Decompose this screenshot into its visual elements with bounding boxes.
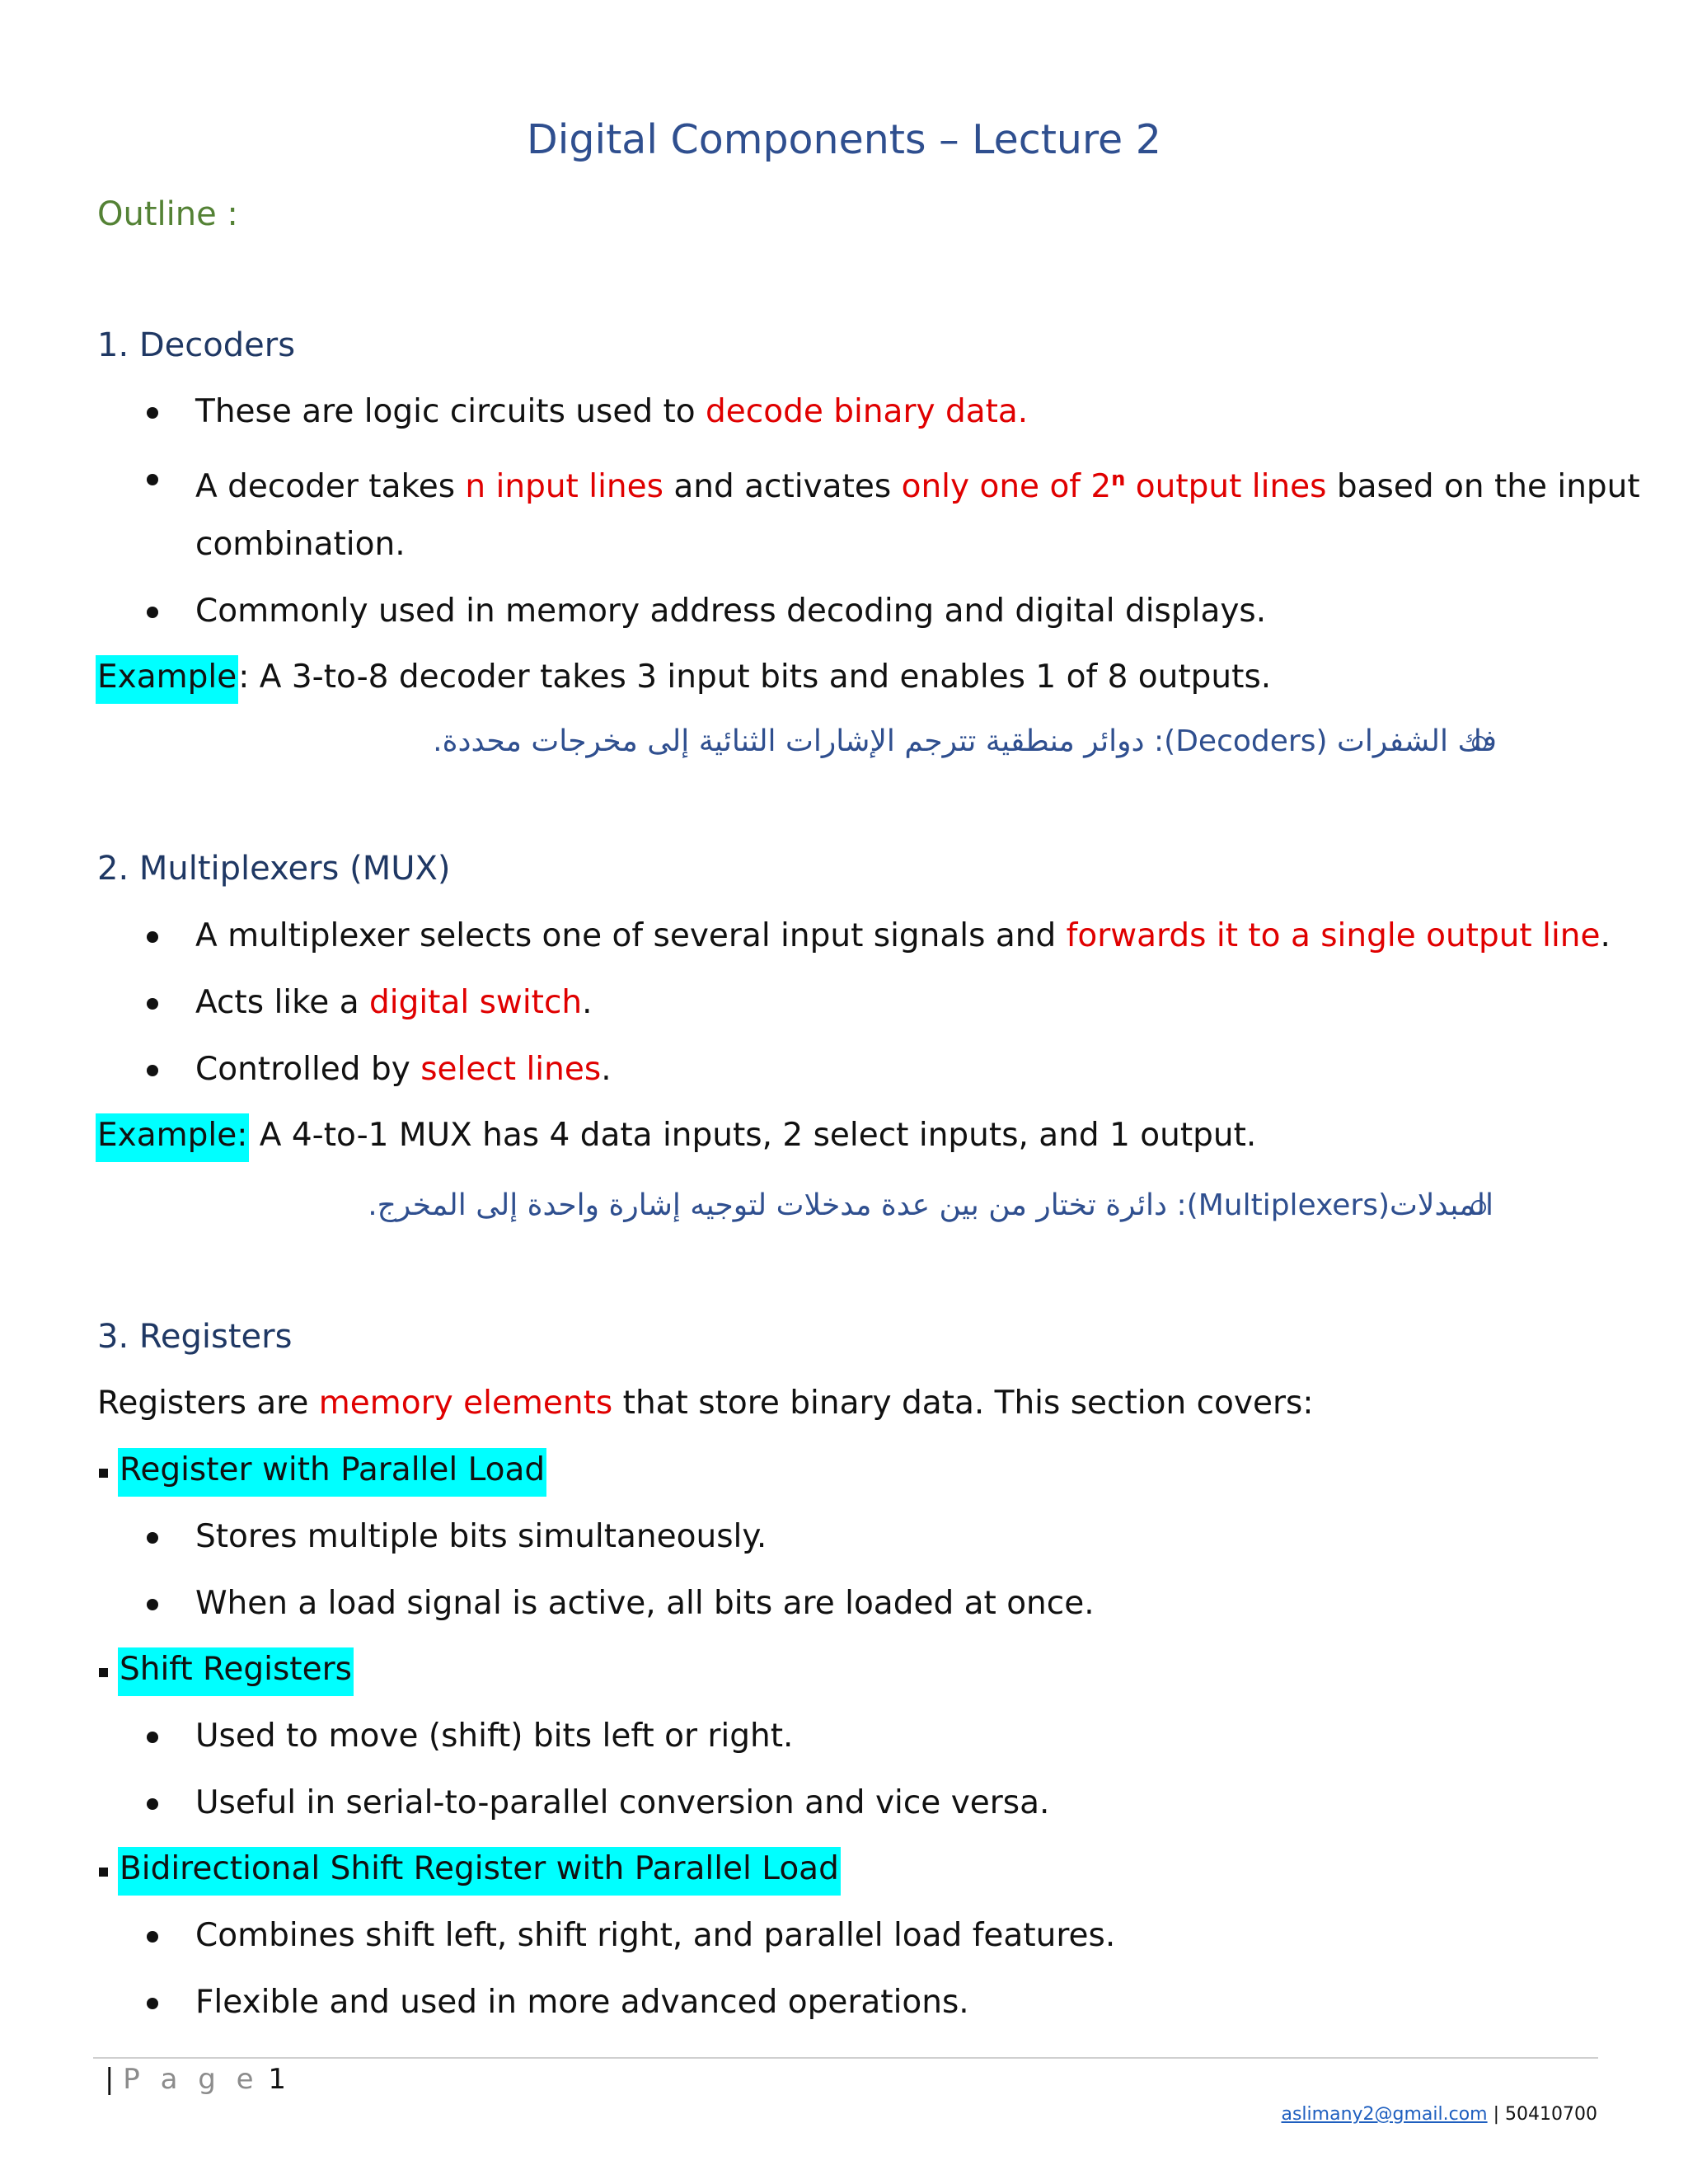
outline-label: Outline : [97, 195, 238, 233]
registers-intro-end: that store binary data. This section covers: [612, 1385, 1314, 1422]
page-bar: | [105, 2063, 115, 2096]
bullet-dot [147, 998, 158, 1010]
decoders-example-text: : A 3-to-8 decoder takes 3 input bits and enables 1 of 8 outputs. [238, 658, 1272, 696]
square-bullet-icon [99, 1469, 108, 1478]
decoders-bullet-2-continuation: combination. [195, 526, 406, 563]
register-parallel-load-bullet-1: Stores multiple bits simultaneously. [195, 1518, 767, 1555]
bullet-dot [147, 1732, 158, 1743]
mux-bullet-3-emphasis: select lines [420, 1051, 602, 1088]
bidirectional-shift-register-bullet-1: Combines shift left, shift right, and parallel load features. [195, 1917, 1116, 1954]
decoders-bullet-1 [195, 390, 1028, 434]
mux-bullet-3 [195, 1047, 612, 1092]
phone-number: 50410700 [1505, 2104, 1597, 2125]
bullet-dot [147, 474, 158, 485]
mux-example [96, 1113, 1256, 1158]
decoders-bullet-2-emphasis-2: only one of 2 [901, 468, 1112, 505]
contact-footer [1281, 2102, 1597, 2127]
bullet-dot [147, 1798, 158, 1810]
bidirectional-shift-register-bullet-2: Flexible and used in more advanced operations. [195, 1984, 969, 2021]
square-bullet-icon [99, 1668, 108, 1677]
decoders-example-label: Example [96, 655, 238, 704]
bullet-dot [147, 1998, 158, 2009]
mux-bullet-3-end: . [601, 1051, 612, 1088]
decoders-bullet-3: Commonly used in memory address decoding and digital displays. [195, 593, 1267, 630]
registers-intro-emphasis: memory elements [318, 1385, 613, 1422]
contact-separator: | [1487, 2104, 1506, 2125]
mux-bullet-2-end: . [582, 984, 593, 1021]
decoders-bullet-2-emphasis-1: n input lines [465, 468, 663, 505]
register-parallel-load-title: Register with Parallel Load [118, 1448, 546, 1497]
mux-bullet-3-text: Controlled by [195, 1051, 421, 1088]
decoders-bullet-2-superscript: n [1111, 467, 1126, 490]
decoders-example [96, 655, 1271, 700]
register-parallel-load-heading [118, 1448, 546, 1493]
decoders-bullet-2-text-mid: and activates [663, 468, 902, 505]
decoders-bullet-1-emphasis: decode binary data. [706, 393, 1029, 430]
mux-bullet-2-text: Acts like a [195, 984, 369, 1021]
register-parallel-load-bullet-2: When a load signal is active, all bits are loaded at once. [195, 1585, 1095, 1622]
bullet-dot [147, 1532, 158, 1544]
bidirectional-shift-register-title: Bidirectional Shift Register with Parallel Load [118, 1847, 841, 1896]
shift-registers-heading [118, 1647, 354, 1692]
decoders-bullet-2 [195, 457, 1640, 509]
mux-bullet-1-text: A multiplexer selects one of several input signals and [195, 917, 1067, 954]
shift-registers-title: Shift Registers [118, 1647, 354, 1696]
footer-divider [93, 2057, 1598, 2059]
mux-arabic-note: المبدلات(Multiplexers): دائرة تختار من بين عدة مدخلات لتوجيه إشارة واحدة إلى المخرج. [368, 1188, 1493, 1222]
bullet-dot [147, 607, 158, 618]
section-heading-registers: 3. Registers [97, 1318, 293, 1356]
square-bullet-icon [99, 1868, 108, 1877]
decoders-bullet-2-emphasis-3: output lines [1125, 468, 1327, 505]
decoders-bullet-1-text: These are logic circuits used to [195, 393, 706, 430]
document-title: Digital Components – Lecture 2 [527, 116, 1161, 163]
page-label: P a g e [123, 2063, 260, 2096]
shift-registers-bullet-1: Used to move (shift) bits left or right. [195, 1718, 794, 1755]
decoders-bullet-2-text-end: based on the input [1326, 468, 1640, 505]
page-number: 1 [268, 2063, 286, 2096]
mux-bullet-1 [195, 914, 1611, 958]
mux-example-label: Example: [96, 1113, 249, 1162]
bullet-dot [147, 1931, 158, 1943]
mux-bullet-2-emphasis: digital switch [369, 984, 583, 1021]
section-heading-mux: 2. Multiplexers (MUX) [97, 850, 451, 888]
registers-intro [97, 1381, 1313, 1426]
bullet-dot [147, 407, 158, 419]
registers-intro-text: Registers are [97, 1385, 319, 1422]
bullet-dot [147, 931, 158, 943]
shift-registers-bullet-2: Useful in serial-to-parallel conversion and vice versa. [195, 1784, 1050, 1821]
mux-bullet-2 [195, 981, 593, 1025]
bullet-dot [147, 1599, 158, 1610]
decoders-bullet-2-text: A decoder takes [195, 468, 466, 505]
mux-bullet-1-emphasis: forwards it to a single output line [1066, 917, 1601, 954]
page-number-footer [105, 2059, 286, 2100]
email-link[interactable]: aslimany2@gmail.com [1281, 2104, 1488, 2125]
decoders-arabic-note: فك الشفرات (Decoders): دوائر منطقية تترجم الإشارات الثنائية إلى مخرجات محددة. [433, 724, 1497, 758]
bullet-dot [147, 1065, 158, 1076]
mux-bullet-1-end: . [1600, 917, 1611, 954]
mux-example-text: A 4-to-1 MUX has 4 data inputs, 2 select inputs, and 1 output. [249, 1117, 1257, 1154]
bidirectional-shift-register-heading [118, 1847, 841, 1891]
section-heading-decoders: 1. Decoders [97, 326, 296, 364]
